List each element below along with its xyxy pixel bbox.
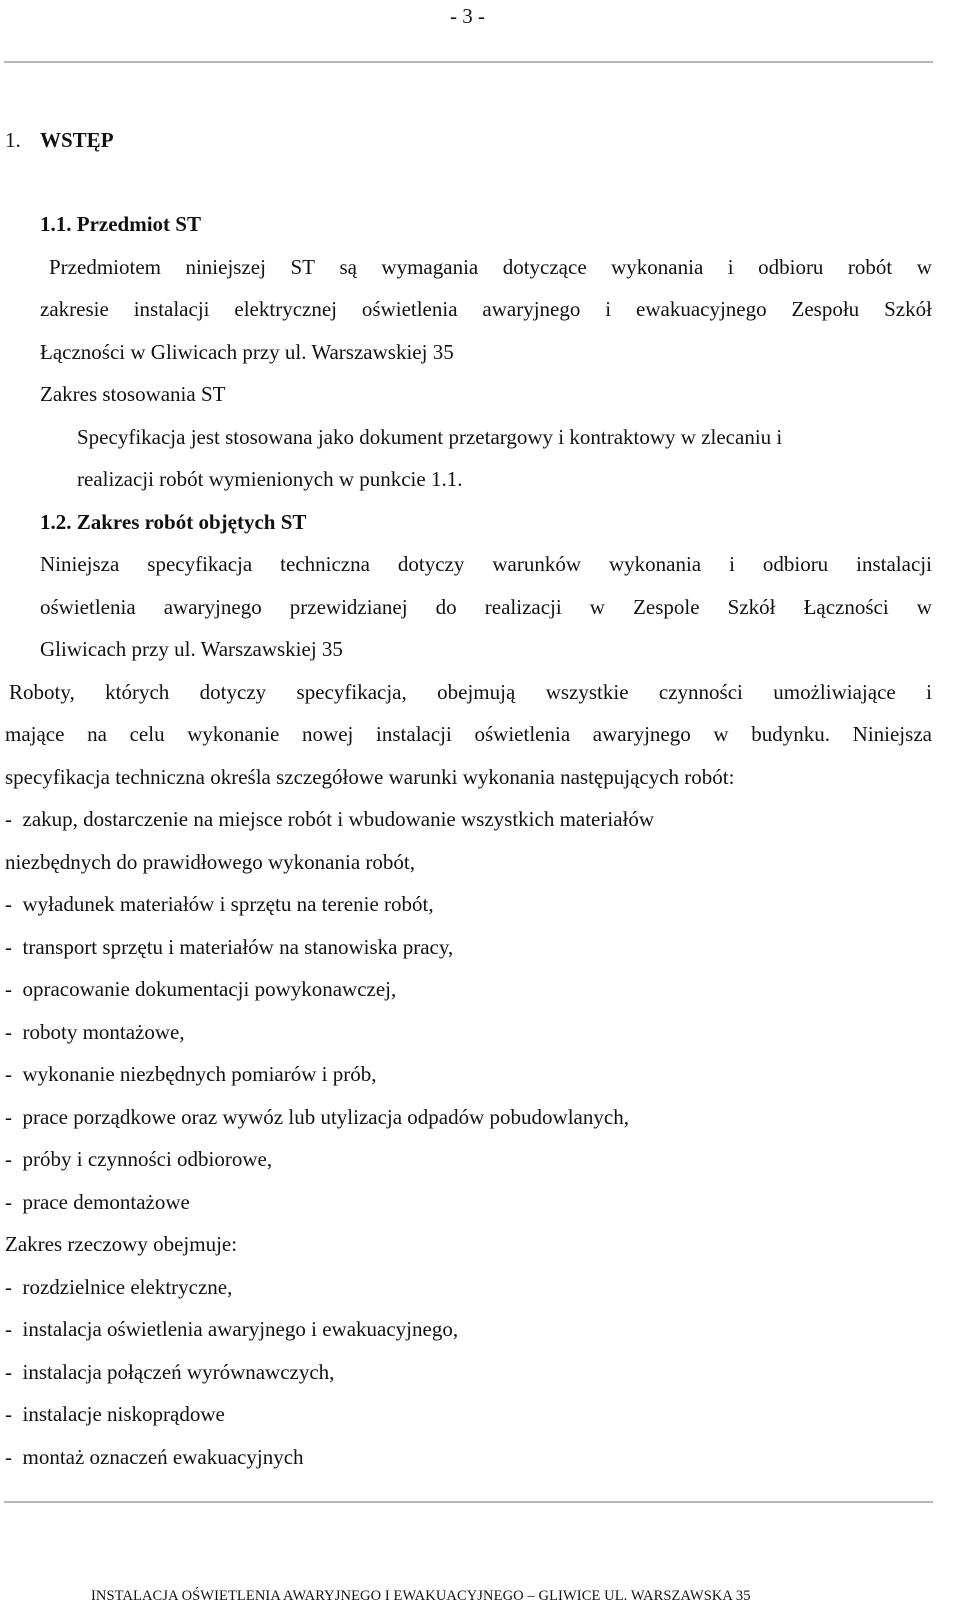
section-1-1-para-line-3: Łączności w Gliwicach przy ul. Warszawskiej 35 bbox=[40, 340, 454, 364]
word: Niniejsza bbox=[852, 722, 932, 746]
works-item: - zakup, dostarczenie na miejsce robót i wbudowanie wszystkich materiałów bbox=[5, 807, 655, 831]
chapter-number: 1. bbox=[5, 128, 21, 152]
word: awaryjnego bbox=[592, 722, 691, 746]
word: mające bbox=[5, 722, 65, 746]
section-1-2-para2-line-2 bbox=[5, 721, 932, 747]
word: Szkół bbox=[884, 297, 932, 321]
word: Zespole bbox=[633, 595, 700, 619]
footer-rule bbox=[4, 1501, 933, 1503]
word: instalacji bbox=[856, 552, 932, 576]
word: przewidzianej bbox=[289, 595, 408, 619]
word: Roboty, bbox=[9, 680, 75, 704]
scope-line-1: Specyfikacja jest stosowana jako dokument przetargowy i kontraktowy w zlecaniu i bbox=[77, 425, 783, 449]
word: i bbox=[926, 680, 932, 704]
word: elektrycznej bbox=[234, 297, 337, 321]
section-1-1-para-line-1 bbox=[49, 254, 932, 280]
material-scope-item: - instalacja połączeń wyrównawczych, bbox=[5, 1360, 335, 1384]
word: odbioru bbox=[758, 255, 824, 279]
section-1-1-para-line-2 bbox=[40, 296, 932, 322]
word: odbioru bbox=[762, 552, 829, 576]
works-item: - roboty montażowe, bbox=[5, 1020, 185, 1044]
word: oświetlenia bbox=[40, 595, 136, 619]
word: ewakuacyjnego bbox=[636, 297, 767, 321]
word: warunków bbox=[492, 552, 581, 576]
word: robót bbox=[847, 255, 893, 279]
works-item: - próby i czynności odbiorowe, bbox=[5, 1147, 273, 1171]
word: czynności bbox=[658, 680, 743, 704]
word: wykonania bbox=[608, 552, 702, 576]
header-rule bbox=[4, 61, 933, 63]
word: w bbox=[589, 595, 605, 619]
word: celu bbox=[129, 722, 165, 746]
word: niniejszej bbox=[185, 255, 266, 279]
section-1-2-para2-line-1 bbox=[9, 679, 932, 705]
word: obejmują bbox=[437, 680, 516, 704]
material-scope-item: - montaż oznaczeń ewakuacyjnych bbox=[5, 1445, 304, 1469]
works-item: - transport sprzętu i materiałów na stanowiska pracy, bbox=[5, 935, 454, 959]
word: budynku. bbox=[751, 722, 830, 746]
page-footer: INSTALACJA OŚWIETLENIA AWARYJNEGO I EWAKUACYJNEGO – GLIWICE UL. WARSZAWSKA 35 bbox=[91, 1588, 751, 1604]
section-1-2-para2-line-3: specyfikacja techniczna określa szczegółowe warunki wykonania następujących robót: bbox=[5, 765, 735, 789]
word: techniczna bbox=[280, 552, 370, 576]
word: Przedmiotem bbox=[49, 255, 161, 279]
word: dotyczy bbox=[397, 552, 465, 576]
word: w bbox=[916, 255, 932, 279]
works-item: - wyładunek materiałów i sprzętu na terenie robót, bbox=[5, 892, 434, 916]
word: w bbox=[713, 722, 729, 746]
section-1-2-para1-line-1 bbox=[40, 551, 932, 577]
word: których bbox=[105, 680, 170, 704]
material-scope-item: - instalacja oświetlenia awaryjnego i ewakuacyjnego, bbox=[5, 1317, 459, 1341]
word: oświetlenia bbox=[361, 297, 458, 321]
works-item: - opracowanie dokumentacji powykonawczej, bbox=[5, 977, 397, 1001]
word: instalacji bbox=[133, 297, 210, 321]
material-scope-item: - rozdzielnice elektryczne, bbox=[5, 1275, 233, 1299]
word: dotyczące bbox=[502, 255, 587, 279]
works-item: - prace demontażowe bbox=[5, 1190, 190, 1214]
scope-line-2: realizacji robót wymienionych w punkcie 1.1. bbox=[77, 467, 463, 491]
section-1-2-para1-line-3: Gliwicach przy ul. Warszawskiej 35 bbox=[40, 637, 343, 661]
word: Szkół bbox=[727, 595, 776, 619]
word: i bbox=[729, 552, 735, 576]
works-item: - wykonanie niezbędnych pomiarów i prób, bbox=[5, 1062, 377, 1086]
section-1-2-para1-line-2 bbox=[40, 594, 932, 620]
works-item: niezbędnych do prawidłowego wykonania robót, bbox=[5, 850, 415, 874]
scope-title: Zakres stosowania ST bbox=[40, 382, 226, 406]
chapter-title: WSTĘP bbox=[40, 128, 114, 152]
word: instalacji bbox=[376, 722, 452, 746]
word: nowej bbox=[302, 722, 354, 746]
page-number: - 3 - bbox=[450, 4, 485, 28]
word: są bbox=[339, 255, 357, 279]
word: i bbox=[727, 255, 734, 279]
word: umożliwiające bbox=[773, 680, 896, 704]
word: wymagania bbox=[381, 255, 479, 279]
word: Niniejsza bbox=[40, 552, 120, 576]
word: awaryjnego bbox=[163, 595, 262, 619]
word: specyfikacja bbox=[147, 552, 253, 576]
section-1-1-title: 1.1. Przedmiot ST bbox=[40, 212, 201, 236]
word: ST bbox=[290, 255, 315, 279]
word: Łączności bbox=[803, 595, 889, 619]
word: dotyczy bbox=[199, 680, 267, 704]
word: wykonania bbox=[611, 255, 704, 279]
word: wszystkie bbox=[545, 680, 629, 704]
section-1-2-title: 1.2. Zakres robót objętych ST bbox=[40, 510, 307, 534]
word: oświetlenia bbox=[474, 722, 571, 746]
material-scope-item: - instalacje niskoprądowe bbox=[5, 1402, 225, 1426]
word: w bbox=[916, 595, 932, 619]
word: do bbox=[435, 595, 457, 619]
word: realizacji bbox=[484, 595, 562, 619]
word: na bbox=[87, 722, 107, 746]
works-item: - prace porządkowe oraz wywóz lub utylizacja odpadów pobudowlanych, bbox=[5, 1105, 629, 1129]
material-scope-title: Zakres rzeczowy obejmuje: bbox=[5, 1232, 238, 1256]
word: specyfikacja, bbox=[296, 680, 407, 704]
word: Zespołu bbox=[791, 297, 860, 321]
word: i bbox=[605, 297, 612, 321]
word: zakresie bbox=[40, 297, 109, 321]
word: wykonanie bbox=[187, 722, 280, 746]
word: awaryjnego bbox=[482, 297, 581, 321]
